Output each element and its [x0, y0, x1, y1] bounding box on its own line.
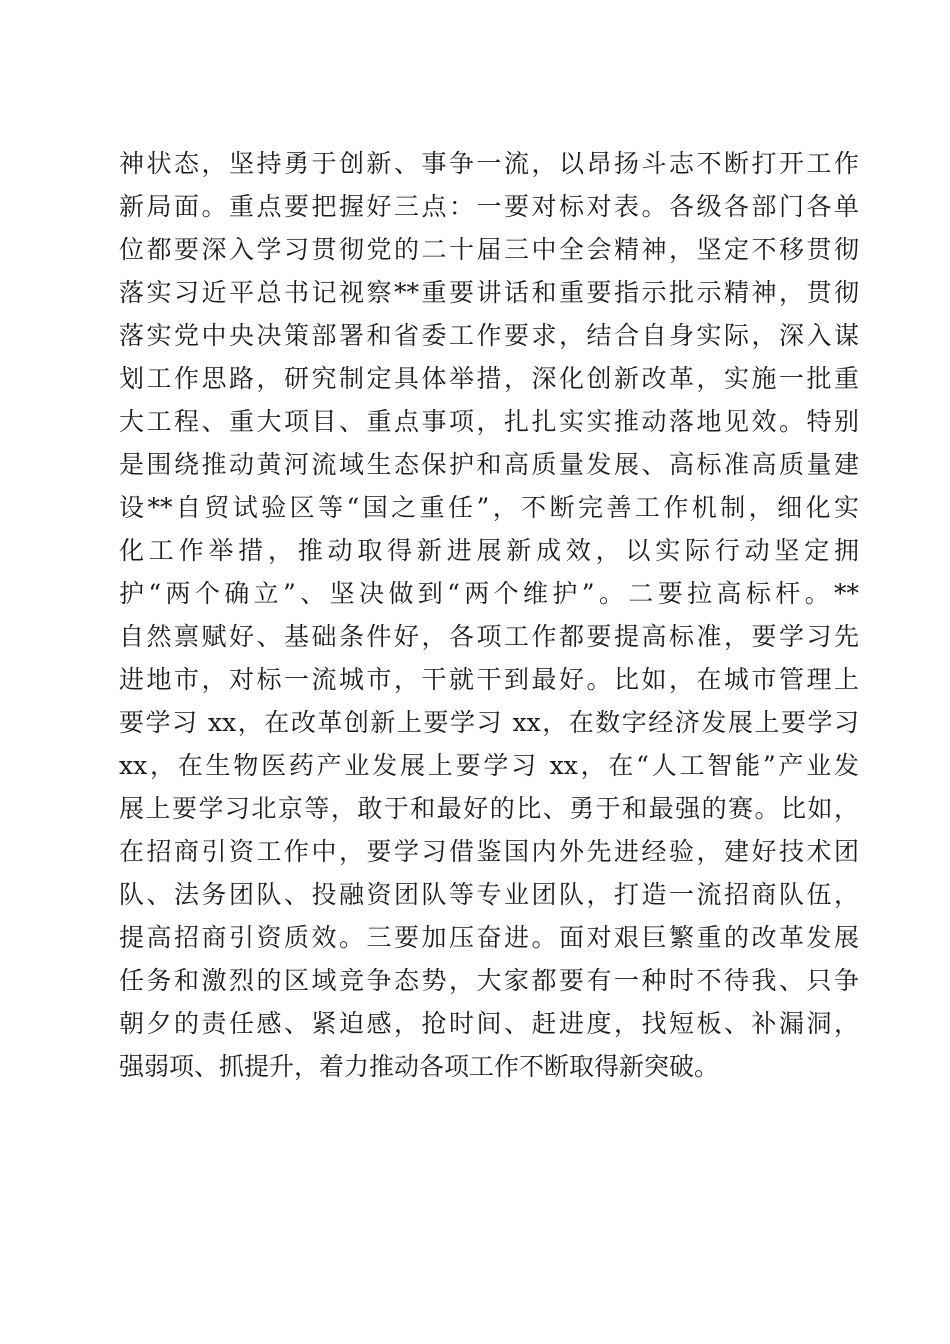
text-line: 是围绕推动黄河流域生态保护和高质量发展、高标准高质量建	[119, 450, 859, 479]
text-line: 队、法务团队、投融资团队等专业团队，打造一流招商队伍，	[119, 880, 859, 909]
text-line: 设**自贸试验区等“国之重任”，不断完善工作机制，细化实	[119, 493, 859, 522]
text-line: 护“两个确立”、坚决做到“两个维护”。二要拉高标杆。**	[119, 579, 859, 608]
text-line: 朝夕的责任感、紧迫感，抢时间、赶进度，找短板、补漏洞，	[119, 1009, 859, 1038]
text-line: 落实习近平总书记视察**重要讲话和重要指示批示精神，贯彻	[119, 278, 859, 307]
text-line: 任务和激烈的区域竞争态势，大家都要有一种时不待我、只争	[119, 966, 859, 995]
text-line: 强弱项、抓提升，着力推动各项工作不断取得新突破。	[119, 1052, 720, 1081]
text-line: xx，在生物医药产业发展上要学习 xx，在“人工智能”产业发	[119, 751, 859, 780]
text-line: 划工作思路，研究制定具体举措，深化创新改革，实施一批重	[119, 364, 859, 393]
text-line: 在招商引资工作中，要学习借鉴国内外先进经验，建好技术团	[119, 837, 859, 866]
text-line: 要学习 xx，在改革创新上要学习 xx，在数字经济发展上要学习	[119, 708, 859, 737]
text-line: 化工作举措，推动取得新进展新成效，以实际行动坚定拥	[119, 536, 859, 565]
text-line: 大工程、重大项目、重点事项，扎扎实实推动落地见效。特别	[119, 407, 859, 436]
text-line: 提高招商引资质效。三要加压奋进。面对艰巨繁重的改革发展	[119, 923, 859, 952]
text-line: 进地市，对标一流城市，干就干到最好。比如，在城市管理上	[119, 665, 859, 694]
text-line: 新局面。重点要把握好三点：一要对标对表。各级各部门各单	[119, 192, 859, 221]
text-line: 位都要深入学习贯彻党的二十届三中全会精神，坚定不移贯彻	[119, 235, 859, 264]
text-line: 展上要学习北京等，敢于和最好的比、勇于和最强的赛。比如，	[119, 794, 859, 823]
body-paragraph	[119, 142, 859, 1088]
text-line: 落实党中央决策部署和省委工作要求，结合自身实际，深入谋	[119, 321, 859, 350]
text-line: 神状态，坚持勇于创新、事争一流，以昂扬斗志不断打开工作	[119, 149, 859, 178]
text-line: 自然禀赋好、基础条件好，各项工作都要提高标准，要学习先	[119, 622, 859, 651]
